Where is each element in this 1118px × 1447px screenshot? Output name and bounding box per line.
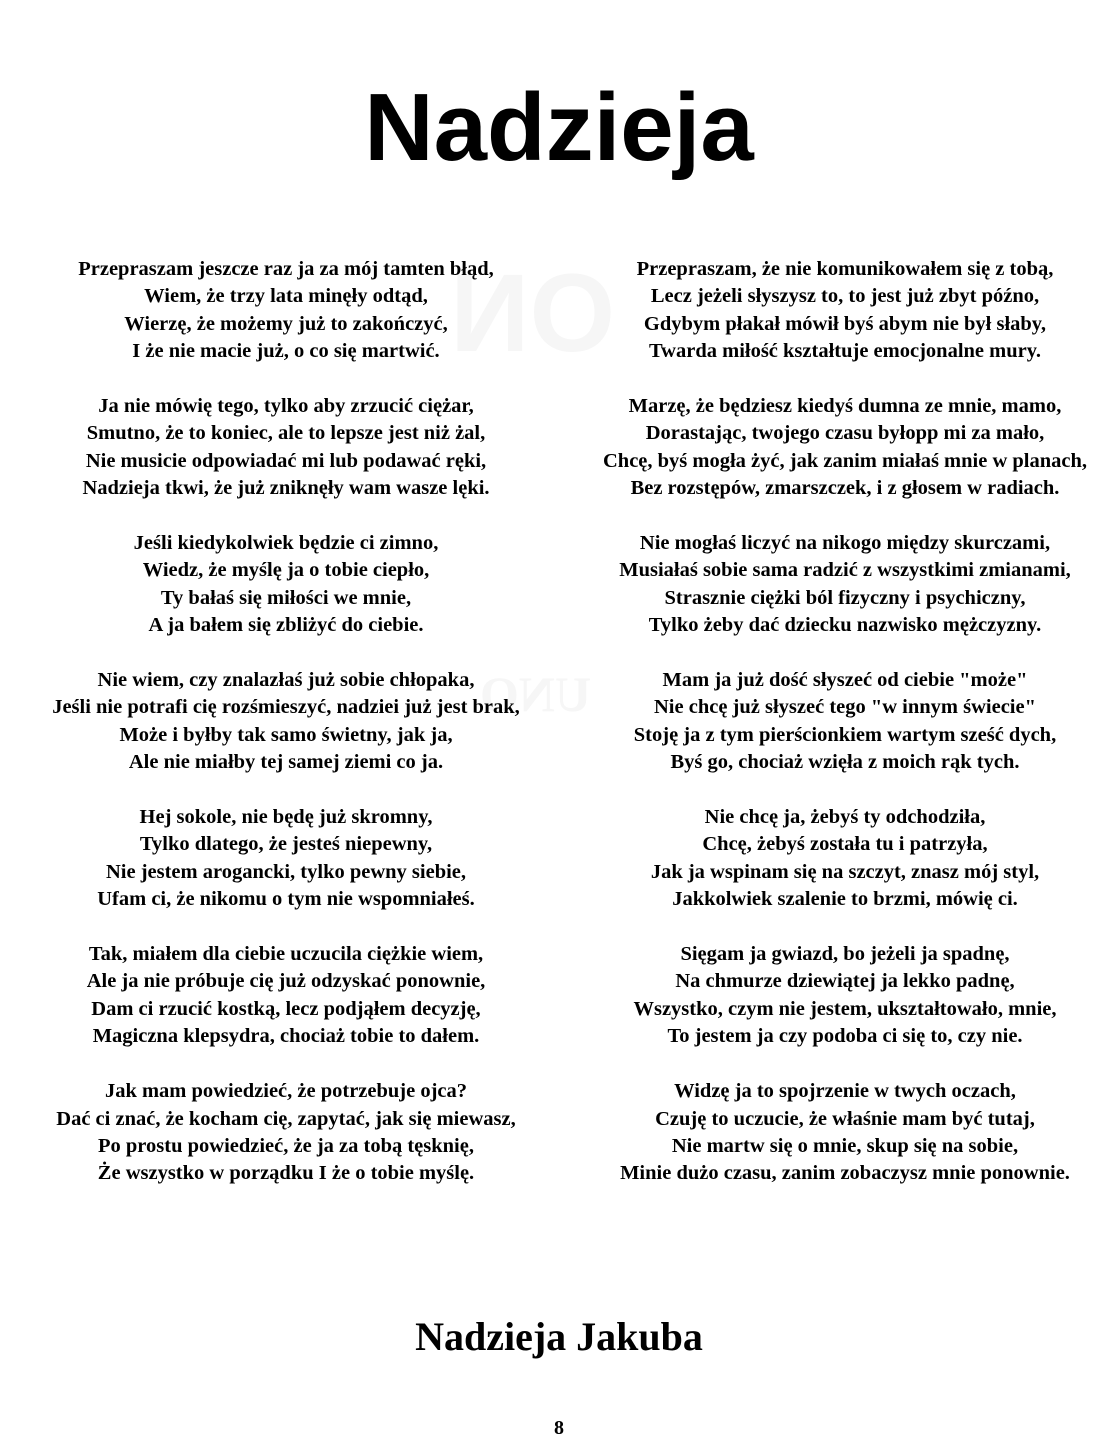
verse-line: Minie dużo czasu, zanim zobaczysz mnie ponownie. [620,1162,1070,1185]
verse-line: Lecz jeżeli słyszysz to, to jest już zbyt późno, [650,285,1040,308]
verse-line: Jeśli nie potrafi cię rozśmieszyć, nadziei już jest brak, [52,696,520,719]
verse-line: Chcę, byś mogła żyć, jak zanim miałaś mnie w planach, [602,449,1088,472]
stanza [572,1078,1118,1188]
stanza [0,393,572,503]
bleed-through-watermark: UNO [480,666,592,722]
stanza [572,941,1118,1051]
verse-line: Dorastając, twojego czasu byłopp mi za mało, [645,422,1045,445]
stanza [0,256,572,366]
verse-line: Sięgam ja gwiazd, bo jeżeli ja spadnę, [680,943,1010,966]
verse-line: To jestem ja czy podoba ci się to, czy nie. [667,1025,1023,1048]
verse-line: Hej sokole, nie będę już skromny, [139,806,433,829]
verse-line: Może i byłby tak samo świetny, jak ja, [119,723,453,746]
verse-line: Strasznie ciężki ból fizyczny i psychiczny, [664,586,1026,609]
verse-line: Bez rozstępów, zmarszczek, i z głosem w radiach. [630,477,1060,500]
verse-line: Dać ci znać, że kocham cię, zapytać, jak się miewasz, [56,1107,516,1130]
verse-line: Magiczna klepsydra, chociaż tobie to dałem. [92,1025,480,1048]
stanza [0,530,572,640]
verse-line: Jeśli kiedykolwiek będzie ci zimno, [133,532,439,555]
verse-line: Chcę, żebyś została tu i patrzyła, [702,833,988,856]
verse-line: Ale nie miałby tej samej ziemi co ja. [128,751,444,774]
verse-line: A ja bałem się zbliżyć do ciebie. [148,614,424,637]
poem-body [0,256,1118,1188]
verse-line: Twarda miłość kształtuje emocjonalne mury. [649,340,1041,363]
verse-line: Nadzieja tkwi, że już zniknęły wam wasze lęki. [82,477,490,500]
verse-line: Byś go, chociaż wzięła z moich rąk tych. [670,751,1020,774]
stanza [572,256,1118,366]
verse-line: Widzę ja to spojrzenie w twych oczach, [674,1080,1016,1103]
verse-line: Marzę, że będziesz kiedyś dumna ze mnie, mamo, [628,395,1062,418]
stanza [572,393,1118,503]
page-title: Nadzieja [364,74,754,181]
stanza [0,804,572,914]
poem-right-column [572,256,1118,1188]
verse-line: Jak mam powiedzieć, że potrzebuje ojca? [104,1080,468,1103]
verse-line: Przepraszam, że nie komunikowałem się z tobą, [636,258,1054,280]
stanza [0,667,572,777]
verse-line: Ty bałaś się miłości we mnie, [160,586,412,609]
verse-line: Stoję ja z tym pierścionkiem wartym sześć dych, [633,723,1057,746]
verse-line: Tak, miałem dla ciebie uczucila ciężkie wiem, [88,943,484,966]
verse-line: Mam ja już dość słyszeć od ciebie "może" [662,669,1028,692]
verse-line: Ja nie mówię tego, tylko aby zrzucić ciężar, [98,395,474,418]
verse-line: I że nie macie już, o co się martwić. [132,340,440,363]
verse-line: Wiem, że trzy lata minęły odtąd, [144,285,428,308]
verse-line: Ale ja nie próbuje cię już odzyskać ponownie, [86,970,486,993]
verse-line: Nie musicie odpowiadać mi lub podawać ręki, [85,449,487,472]
page-number: 8 [554,1417,564,1439]
verse-line: Nie chcę ja, żebyś ty odchodziła, [704,806,986,829]
stanza [572,530,1118,640]
verse-line: Nie jestem arogancki, tylko pewny siebie, [105,860,467,883]
verse-line: Wszystko, czym nie jestem, ukształtowało, mnie, [633,997,1057,1020]
verse-line: Musiałaś sobie sama radzić z wszystkimi zmianami, [619,559,1071,582]
verse-line: Nie wiem, czy znalazłaś już sobie chłopaka, [97,669,475,692]
verse-line: Tylko dlatego, że jesteś niepewny, [139,833,433,856]
poem-left-column [0,256,572,1188]
author-name: Nadzieja Jakuba [415,1314,703,1359]
verse-line: Wierzę, że możemy już to zakończyć, [124,312,448,335]
verse-line: Jakkolwiek szalenie to brzmi, mówię ci. [672,888,1018,911]
verse-line: Przepraszam jeszcze raz ja za mój tamten błąd, [78,258,494,280]
verse-line: Na chmurze dziewiątej ja lekko padnę, [675,970,1015,993]
stanza [0,941,572,1051]
verse-line: Tylko żeby dać dziecku nazwisko mężczyzny. [648,614,1042,637]
verse-line: Czuję to uczucie, że właśnie mam być tutaj, [655,1107,1035,1130]
verse-line: Nie chcę już słyszeć tego "w innym świecie" [654,696,1036,719]
verse-line: Ufam ci, że nikomu o tym nie wspomniałeś. [97,888,475,911]
stanza [572,804,1118,914]
verse-line: Nie martw się o mnie, skup się na sobie, [671,1134,1019,1157]
verse-line: Jak ja wspinam się na szczyt, znasz mój styl, [650,860,1040,883]
bleed-through-watermark: ON [450,252,615,375]
stanza [572,667,1118,777]
stanza [0,1078,572,1188]
verse-line: Po prostu powiedzieć, że ja za tobą tęsknię, [98,1134,474,1157]
verse-line: Że wszystko w porządku I że o tobie myślę. [97,1162,475,1185]
verse-line: Gdybym płakał mówił byś abym nie był słaby, [643,312,1047,335]
verse-line: Nie mogłaś liczyć na nikogo między skurczami, [639,532,1051,555]
verse-line: Wiedz, że myślę ja o tobie ciepło, [142,559,430,582]
verse-line: Dam ci rzucić kostką, lecz podjąłem decyzję, [91,997,481,1020]
verse-line: Smutno, że to koniec, ale to lepsze jest niż żal, [86,422,486,445]
